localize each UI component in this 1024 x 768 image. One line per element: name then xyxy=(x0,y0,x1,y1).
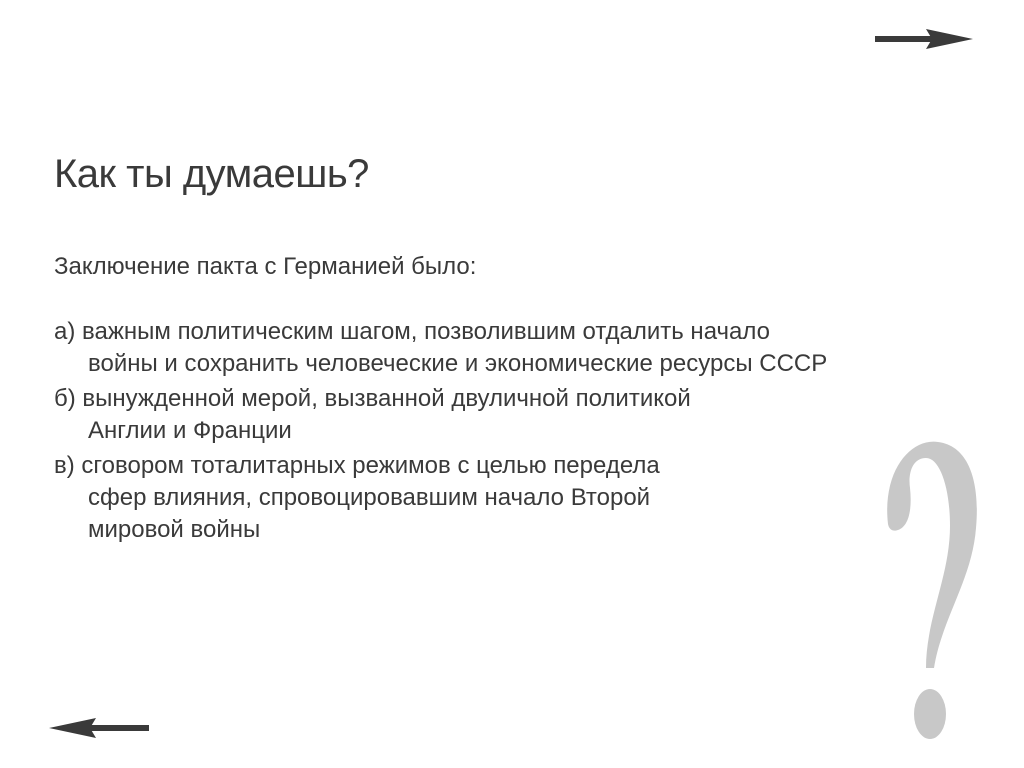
question-text: Заключение пакта с Германией было: xyxy=(54,253,477,280)
next-slide-button[interactable] xyxy=(874,28,974,50)
option-line: а) важным политическим шагом, позволившим отдалить начало xyxy=(54,318,770,345)
answer-option-b[interactable] xyxy=(54,383,974,447)
option-line: войны и сохранить человеческие и экономические ресурсы СССР xyxy=(88,350,828,377)
option-line: б) вынужденной мерой, вызванной двуличной политикой xyxy=(54,385,691,412)
arrow-left-icon xyxy=(48,717,150,739)
option-line: мировой войны xyxy=(88,516,261,543)
answer-option-c[interactable] xyxy=(54,450,974,546)
slide-title: Как ты думаешь? xyxy=(54,152,369,196)
option-line: в) сговором тоталитарных режимов с целью передела xyxy=(54,452,660,479)
prev-slide-button[interactable] xyxy=(48,717,150,739)
option-line: сфер влияния, спровоцировавшим начало Второй xyxy=(88,484,651,511)
answer-options xyxy=(54,316,974,549)
arrow-right-icon xyxy=(874,28,974,50)
answer-option-a[interactable] xyxy=(54,316,974,380)
question-mark-icon xyxy=(880,432,980,742)
option-line: Англии и Франции xyxy=(88,417,292,444)
